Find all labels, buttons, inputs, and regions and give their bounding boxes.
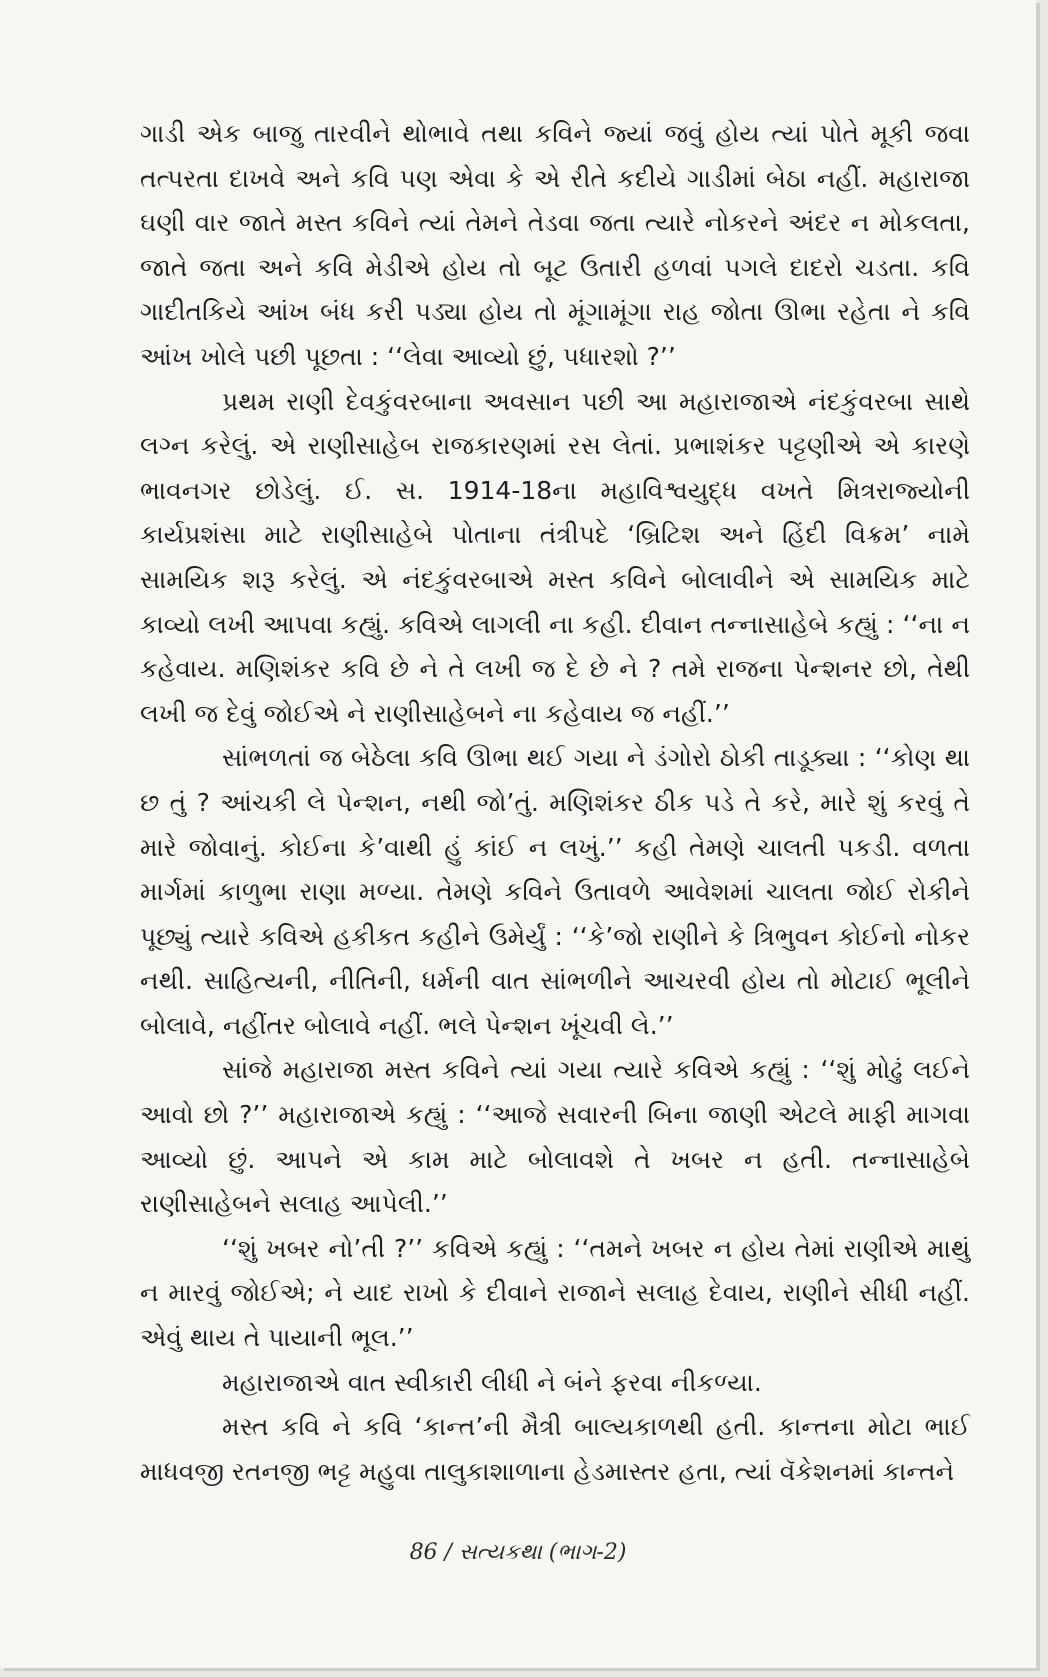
paragraph-7: મસ્ત કવિ ને કવિ ‘કાન્ત’ની મૈત્રી બાલ્યકાળથી હતી. કાન્તના મોટા ભાઈ માધવજી રતનજી ભટ્ટ મહુવા તાલુકાશાળાના હેડમાસ્તર હતા, ત્યાં વૅકેશનમાં કાન્તને [140, 1412, 970, 1486]
page-footer: 86 / સત્યકથા (ભાગ-2) [409, 1540, 627, 1565]
paragraph-6: મહારાજાએ વાત સ્વીકારી લીધી ને બંને ફરવા નીકળ્યા. [222, 1367, 762, 1397]
page-body-text [140, 112, 970, 1494]
paragraph-4: સાંજે મહારાજા મસ્ત કવિને ત્યાં ગયા ત્યારે કવિએ કહ્યું : ‘‘શું મોઢું લઈને આવો છો ?’’ મહારાજાએ કહ્યું : ‘‘આજે સવારની બિના જાણી એટલે માફી માગવા આવ્યો છું. આપને એ કામ માટે બોલાવશે તે ખબર ન હતી. તન્નાસાહેબે રાણીસાહેબને સલાહ આપેલી.’’ [140, 1055, 970, 1219]
paragraph-3: સાંભળતાં જ બેઠેલા કવિ ઊભા થઈ ગયા ને ડંગોરો ઠોકી તાડૂક્યા : ‘‘કોણ થા છ તું ? આંચકી લે પેન્શન, નથી જો’તું. મણિશંકર ઠીક પડે તે કરે, મારે શું કરવું તે મારે જોવાનું. કોઈના કે’વાથી હું કાંઈ ન લખું.’’ કહી તેમણે ચાલતી પકડી. વળતા માર્ગમાં કાળુભા રાણા મળ્યા. તેમણે કવિને ઉતાવળે આવેશમાં ચાલતા જોઈ રોકીને પૂછ્યું ત્યારે કવિએ હકીકત કહીને ઉમેર્યું : ‘‘કે’જો રાણીને કે ત્રિભુવન કોઈનો નોકર નથી. સાહિત્યની, નીતિની, ધર્મની વાત સાંભળીને આચરવી હોય તો મોટાઈ ભૂલીને બોલાવે, નહીંતર બોલાવે નહીં. ભલે પેન્શન ખૂંચવી લે.’’ [140, 743, 970, 1040]
paragraph-5: ‘‘શું ખબર નો’તી ?’’ કવિએ કહ્યું : ‘‘તમને ખબર ન હોય તેમાં રાણીએ માથું ન મારવું જોઈએ; ને યાદ રાખો કે દીવાને રાજાને સલાહ દેવાય, રાણીને સીધી નહીં. એવું થાય તે પાયાની ભૂલ.’’ [140, 1233, 970, 1353]
paragraph-2: પ્રથમ રાણી દેવકુંવરબાના અવસાન પછી આ મહારાજાએ નંદકુંવરબા સાથે લગ્ન કરેલું. એ રાણીસાહેબ રાજકારણમાં રસ લેતાં. પ્રભાશંકર પટ્ટણીએ એ કારણે ભાવનગર છોડેલું. ઈ. સ. 1914-18ના મહાવિશ્વયુદ્ધ વખતે મિત્રરાજ્યોની કાર્યપ્રશંસા માટે રાણીસાહેબે પોતાના તંત્રીપદે ‘બ્રિટિશ અને હિંદી વિક્રમ’ નામે સામયિક શરૂ કરેલું. એ નંદકુંવરબાએ મસ્ત કવિને બોલાવીને એ સામયિક માટે કાવ્યો લખી આપવા કહ્યું. કવિએ લાગલી ના કહી. દીવાન તન્નાસાહેબે કહ્યું : ‘‘ના ન કહેવાય. મણિશંકર કવિ છે ને તે લખી જ દે છે ને ? તમે રાજના પેન્શનર છો, તેથી લખી જ દેવું જોઈએ ને રાણીસાહેબને ના કહેવાય જ નહીં.’’ [140, 386, 970, 728]
paragraph-1: ગાડી એક બાજુ તારવીને થોભાવે તથા કવિને જ્યાં જવું હોય ત્યાં પોતે મૂકી જવા તત્પરતા દાખવે અને કવિ પણ એવા કે એ રીતે કદીયે ગાડીમાં બેઠા નહીં. મહારાજા ઘણી વાર જાતે મસ્ત કવિને ત્યાં તેમને તેડવા જતા ત્યારે નોકરને અંદર ન મોકલતા, જાતે જતા અને કવિ મેડીએ હોય તો બૂટ ઉતારી હળવાં પગલે દાદરો ચડતા. કવિ ગાદીતકિયે આંખ બંધ કરી પડ્યા હોય તો મૂંગામૂંગા રાહ જોતા ઊભા રહેતા ને કવિ આંખ ખોલે પછી પૂછતા : ‘‘લેવા આવ્યો છું, પધારશો ?’’ [140, 119, 970, 371]
